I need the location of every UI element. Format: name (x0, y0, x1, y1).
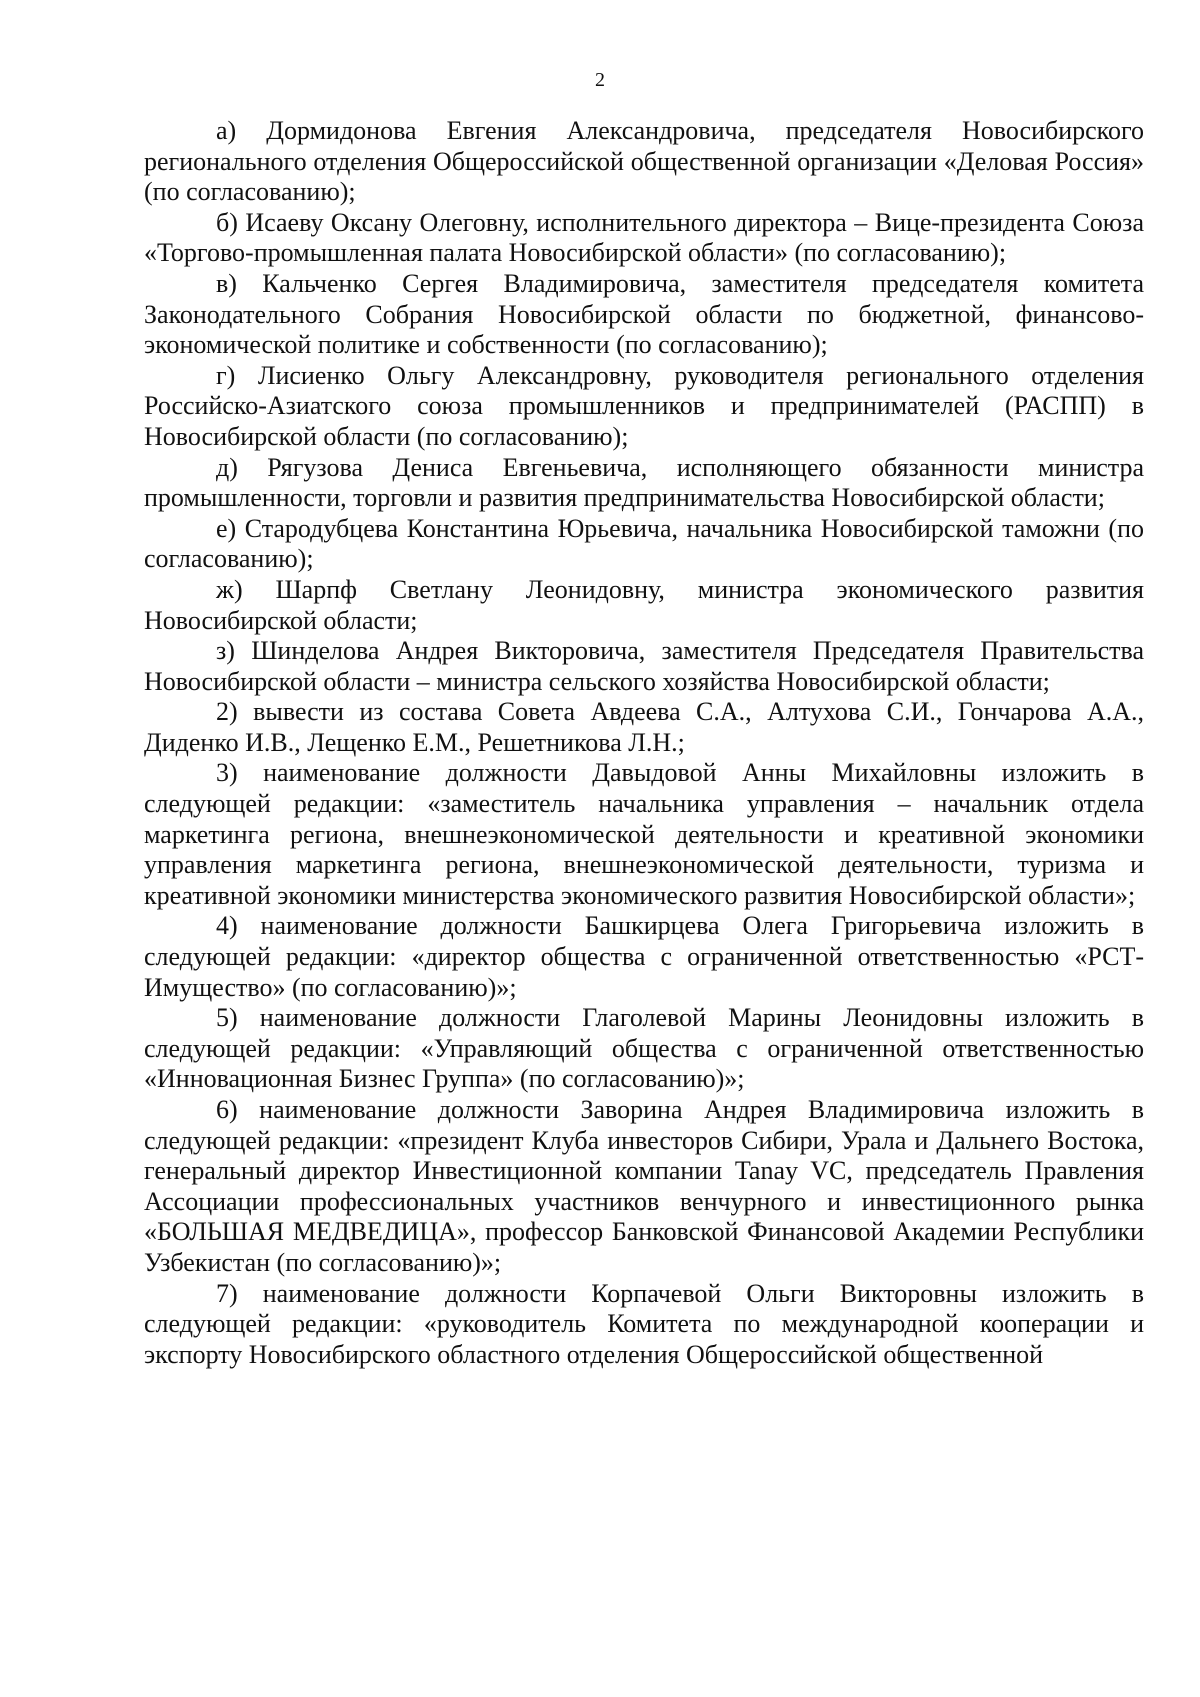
paragraph-item-zh: ж) Шарпф Светлану Леонидовну, министра экономического развития Новосибирской области; (144, 574, 1144, 635)
paragraph-point-7: 7) наименование должности Корпачевой Ольги Викторовны изложить в следующей редакции: «руководитель Комитета по международной кооперации и экспорту Новосибирского областного отделения Общероссийской общественной (144, 1278, 1144, 1369)
document-body (144, 116, 1144, 1370)
paragraph-item-b: б) Исаеву Оксану Олеговну, исполнительного директора – Вице-президента Союза «Торгово-промышленная палата Новосибирской области» (по согласованию); (144, 207, 1144, 268)
paragraph-item-z: з) Шинделова Андрея Викторовича, заместителя Председателя Правительства Новосибирской области – министра сельского хозяйства Новосибирской области; (144, 636, 1144, 696)
paragraph-item-g: г) Лисиенко Ольгу Александровну, руководителя регионального отделения Российско-Азиатского союза промышленников и предпринимателей (РАСПП) в Новосибирской области (по согласованию); (144, 360, 1144, 451)
paragraph-point-3: 3) наименование должности Давыдовой Анны Михайловны изложить в следующей редакции: «заместитель начальника управления – начальник отдела маркетинга региона, внешнеэкономической деятельности и креативной экономики управления маркетинга региона, внешнеэкономической деятельности, туризма и креативной экономики министерства экономического развития Новосибирской области»; (144, 758, 1144, 910)
paragraph-point-2: 2) вывести из состава Совета Авдеева С.А., Алтухова С.И., Гончарова А.А., Диденко И.В., Лещенко Е.М., Решетникова Л.Н.; (144, 697, 1144, 757)
paragraph-item-a: а) Дормидонова Евгения Александровича, председателя Новосибирского регионального отделения Общероссийской общественной организации «Деловая Россия» (по согласованию); (144, 116, 1144, 207)
paragraph-item-v: в) Кальченко Сергея Владимировича, заместителя председателя комитета Законодательного Собрания Новосибирской области по бюджетной, финансово-экономической политике и собственности (по согласованию); (144, 268, 1144, 360)
page-number: 2 (595, 69, 605, 91)
paragraph-item-e: е) Стародубцева Константина Юрьевича, начальника Новосибирской таможни (по согласованию); (144, 513, 1144, 574)
paragraph-point-6: 6) наименование должности Заворина Андрея Владимировича изложить в следующей редакции: «президент Клуба инвесторов Сибири, Урала и Дальнего Востока, генеральный директор Инвестиционной компании Tanay VC, председатель Правления Ассоциации профессиональных участников венчурного и инвестиционного рынка «БОЛЬШАЯ МЕДВЕДИЦА», профессор Банковской Финансовой Академии Республики Узбекистан (по согласованию)»; (144, 1095, 1144, 1277)
paragraph-point-5: 5) наименование должности Глаголевой Марины Леонидовны изложить в следующей редакции: «Управляющий общества с ограниченной ответственностью «Инновационная Бизнес Группа» (по согласованию)»; (144, 1003, 1144, 1094)
paragraph-point-4: 4) наименование должности Башкирцева Олега Григорьевича изложить в следующей редакции: «директор общества с ограниченной ответственностью «РСТ-Имущество» (по согласованию)»; (144, 911, 1144, 1002)
paragraph-item-d: д) Рягузова Дениса Евгеньевича, исполняющего обязанности министра промышленности, торговли и развития предпринимательства Новосибирской области; (144, 452, 1144, 513)
